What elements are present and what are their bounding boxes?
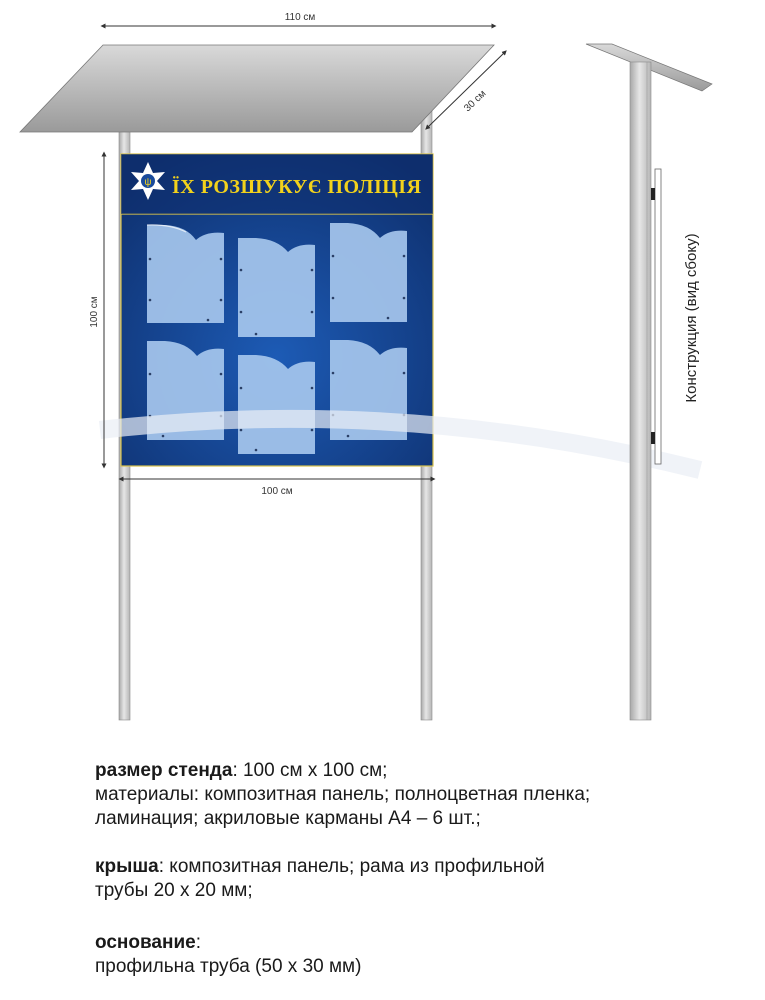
pocket-5 bbox=[238, 355, 315, 454]
dim-roof-width bbox=[103, 12, 494, 26]
dim-roof-width-label: 110 см bbox=[284, 12, 316, 23]
spec-roof-term: крыша bbox=[95, 856, 159, 877]
spec-base bbox=[95, 931, 735, 979]
pocket-1 bbox=[147, 225, 224, 323]
spec-size-term: размер стенда bbox=[95, 760, 233, 781]
pocket-2 bbox=[238, 238, 315, 337]
dim-height bbox=[89, 154, 104, 466]
dim-width-label: 100 см bbox=[261, 486, 293, 497]
spec-base-term: основание bbox=[95, 932, 196, 953]
spec-base-line bbox=[95, 931, 735, 955]
dim-height-label: 100 см bbox=[89, 296, 100, 328]
pocket-3 bbox=[330, 223, 407, 322]
spec-size-materials bbox=[95, 759, 735, 831]
spec-size-line bbox=[95, 759, 735, 783]
roof-panel bbox=[20, 45, 494, 132]
dim-roof-depth-label: 30 см bbox=[462, 88, 489, 115]
spec-materials-line1: материалы: композитная панель; полноцветная пленка; bbox=[95, 784, 591, 805]
dim-width bbox=[121, 479, 433, 497]
spec-base-line2: профильна труба (50 х 30 мм) bbox=[95, 956, 362, 977]
side-post bbox=[630, 62, 651, 720]
spec-materials-line2: ламинация; акриловые карманы А4 – 6 шт.; bbox=[95, 808, 481, 829]
side-view bbox=[586, 44, 712, 720]
spec-roof-line bbox=[95, 855, 735, 879]
spec-roof bbox=[95, 855, 735, 903]
spec-roof-line2: трубы 20 х 20 мм; bbox=[95, 880, 253, 901]
side-board bbox=[655, 169, 661, 464]
board-title: ЇХ РОЗШУКУЄ ПОЛІЦІЯ bbox=[172, 176, 422, 198]
svg-text:ψ: ψ bbox=[144, 177, 152, 188]
side-view-label: Конструкция (вид сбоку) bbox=[683, 233, 700, 403]
spec-base-value: : bbox=[195, 932, 202, 953]
spec-size-value: : 100 см х 100 см; bbox=[232, 760, 388, 781]
spec-roof-value: : композитная панель; рама из профильной bbox=[158, 856, 545, 877]
